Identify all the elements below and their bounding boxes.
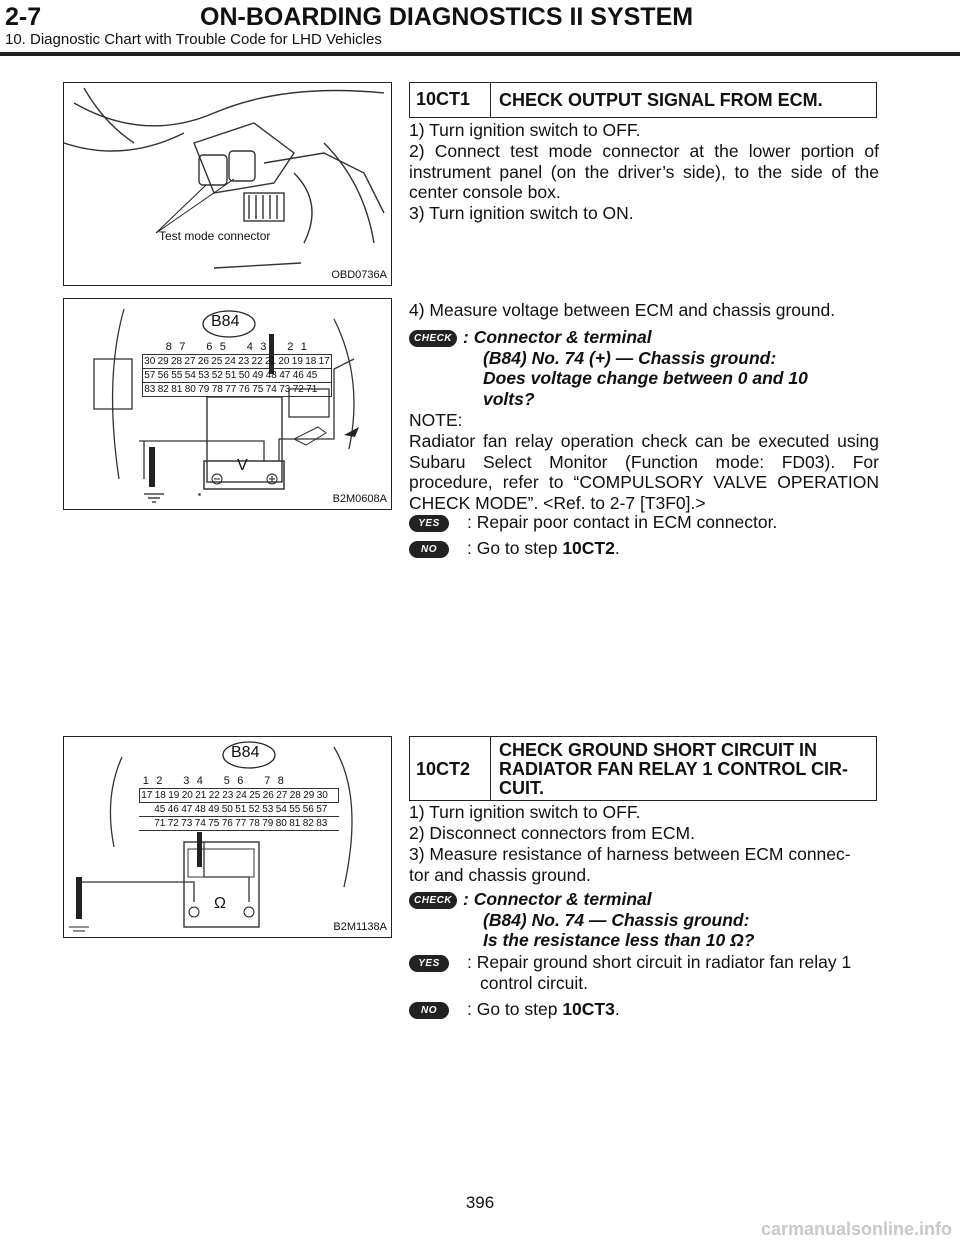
connector-pin: 73 <box>279 384 291 395</box>
check-criteria <box>463 889 883 951</box>
step1-line4: 4) Measure voltage between ECM and chassis ground. <box>409 300 836 320</box>
connector-pin: 72 <box>167 818 179 829</box>
connector-pin: 23 <box>238 356 250 367</box>
connector-pin: 81 <box>289 818 301 829</box>
check-icon: CHECK <box>409 892 457 909</box>
connector-pin: 30 <box>316 790 328 801</box>
step-title-line: RADIATOR FAN RELAY 1 CONTROL CIR- <box>499 759 849 779</box>
connector-pin: 72 <box>292 384 304 395</box>
next-step-link[interactable]: 10CT2 <box>562 538 615 558</box>
connector-pin: 82 <box>157 384 169 395</box>
no-answer-suffix: . <box>614 538 620 558</box>
pin-row-top <box>139 775 339 788</box>
connector-pin: 80 <box>184 384 196 395</box>
no-icon: NO <box>409 541 449 558</box>
figure-voltage-measurement <box>63 298 392 510</box>
connector-pin: 22 <box>251 356 263 367</box>
connector-pin: 81 <box>171 384 183 395</box>
connector-pin: 50 <box>221 804 233 815</box>
connector-pin: 26 <box>262 790 274 801</box>
figure-id: B2M1138A <box>333 921 387 933</box>
connector-pin: 71 <box>306 384 318 395</box>
connector-pin: 74 <box>194 818 206 829</box>
connector-pin <box>270 341 284 354</box>
connector-pin: 19 <box>291 356 303 367</box>
connector-label: B84 <box>211 313 240 330</box>
no-answer <box>467 999 887 1020</box>
connector-pin-grid <box>139 775 339 831</box>
pin-row-1 <box>142 354 332 369</box>
check-icon: CHECK <box>409 330 457 347</box>
step1-line2: 2) Connect test mode connector at the lower portion of instrument panel (on the driver’s side), to the side of the center console box. <box>409 141 879 202</box>
check-line: (B84) No. 74 — Chassis ground: <box>483 909 750 930</box>
connector-pin: 78 <box>211 384 223 395</box>
figure-test-mode-connector <box>63 82 392 286</box>
connector-pin: 1 <box>142 775 149 787</box>
connector-pin: 79 <box>262 818 274 829</box>
connector-pin: 17 <box>318 356 330 367</box>
connector-pin <box>230 341 244 354</box>
step-header-10ct2 <box>409 736 877 801</box>
header-rule <box>0 52 960 56</box>
pin-row-2 <box>142 369 332 382</box>
page-number: 396 <box>465 1193 495 1212</box>
connector-pin: 52 <box>248 804 260 815</box>
meter-symbol: V <box>237 457 248 474</box>
connector-pin: 29 <box>303 790 315 801</box>
check-criteria <box>463 327 883 409</box>
check-line: (B84) No. 74 (+) — Chassis ground: <box>483 347 777 368</box>
connector-pin: 78 <box>248 818 260 829</box>
connector-pin: 79 <box>198 384 210 395</box>
yes-icon: YES <box>409 955 449 972</box>
connector-pin: 4 <box>246 341 253 353</box>
connector-pin: 80 <box>275 818 287 829</box>
figure-id: B2M0608A <box>332 493 387 505</box>
connector-pin: 5 <box>223 775 230 787</box>
connector-pin: 53 <box>198 370 210 381</box>
connector-pin: 51 <box>225 370 237 381</box>
step1-line1: 1) Turn ignition switch to OFF. <box>409 120 641 140</box>
step-title-line: CUIT. <box>499 778 544 798</box>
connector-pin: 47 <box>181 804 193 815</box>
connector-pin: 6 <box>237 775 244 787</box>
connector-pin: 23 <box>222 790 234 801</box>
connector-pin: 76 <box>221 818 233 829</box>
no-icon: NO <box>409 1002 449 1019</box>
pin-row-3 <box>139 816 339 831</box>
connector-pin: 54 <box>275 804 287 815</box>
connector-pin: 47 <box>279 370 291 381</box>
figure-id: OBD0736A <box>331 269 387 281</box>
connector-pin: 20 <box>278 356 290 367</box>
connector-pin: 18 <box>305 356 317 367</box>
page-subtitle: 10. Diagnostic Chart with Trouble Code for LHD Vehicles <box>5 31 382 48</box>
connector-pin <box>189 341 203 354</box>
connector-pin: 28 <box>170 356 183 367</box>
connector-pin: 26 <box>197 356 209 367</box>
connector-pin: 2 <box>287 341 294 353</box>
connector-label: B84 <box>231 744 260 761</box>
check-line: volts? <box>483 388 535 409</box>
pin-row-2 <box>139 803 339 816</box>
connector-pin: 56 <box>302 804 314 815</box>
page-title: ON-BOARDING DIAGNOSTICS II SYSTEM <box>200 3 694 31</box>
pin-row-3 <box>142 382 332 397</box>
connector-pin: 73 <box>181 818 193 829</box>
connector-pin: 48 <box>265 370 277 381</box>
connector-pin: 1 <box>300 341 307 353</box>
check-line: : Connector & terminal <box>463 889 652 909</box>
connector-pin: 7 <box>179 341 186 353</box>
connector-pin: 45 <box>306 370 318 381</box>
yes-line: control circuit. <box>480 973 588 993</box>
section-number: 2-7 <box>5 3 42 31</box>
connector-pin: 46 <box>292 370 304 381</box>
watermark: carmanualsonline.info <box>760 1219 952 1239</box>
pin-row-1 <box>139 788 339 803</box>
check-line: Does voltage change between 0 and 10 <box>483 368 808 388</box>
connector-pin: 76 <box>238 384 250 395</box>
connector-pin: 5 <box>219 341 226 353</box>
step-header-10ct1 <box>409 82 877 118</box>
step-title <box>490 737 854 800</box>
connector-pin: 75 <box>208 818 220 829</box>
meter-symbol: Ω <box>214 895 226 912</box>
connector-pin: 52 <box>211 370 223 381</box>
connector-pin: 2 <box>156 775 163 787</box>
yes-icon: YES <box>409 515 449 532</box>
next-step-link[interactable]: 10CT3 <box>562 999 615 1019</box>
yes-answer <box>467 952 887 994</box>
connector-pin: 8 <box>165 341 172 353</box>
connector-pin: 55 <box>289 804 301 815</box>
step-code: 10CT1 <box>416 89 471 109</box>
connector-pin: 30 <box>144 356 156 367</box>
connector-pin: 28 <box>289 790 301 801</box>
check-line: : Connector & terminal <box>463 327 652 347</box>
figure-resistance-measurement <box>63 736 392 938</box>
connector-pin: 17 <box>141 790 153 801</box>
connector-pin: 22 <box>208 790 220 801</box>
connector-pin: 27 <box>184 356 196 367</box>
step2-line4: tor and chassis ground. <box>409 865 591 885</box>
connector-pin: 3 <box>260 341 267 353</box>
connector-pin: 57 <box>144 370 156 381</box>
connector-pin: 74 <box>265 384 277 395</box>
connector-pin: 83 <box>144 384 156 395</box>
no-answer-text: : Go to step <box>467 538 563 558</box>
ohmmeter-diagram <box>64 737 391 937</box>
connector-pin: 53 <box>262 804 274 815</box>
step2-line3: 3) Measure resistance of harness between ECM connec- <box>409 844 851 864</box>
step1-line3: 3) Turn ignition switch to ON. <box>409 203 634 223</box>
connector-pin: 55 <box>171 370 183 381</box>
connector-pin: 6 <box>206 341 213 353</box>
connector-pin: 56 <box>157 370 169 381</box>
no-answer <box>467 538 887 559</box>
connector-pin: 7 <box>264 775 271 787</box>
connector-pin: 25 <box>211 356 223 367</box>
connector-pin: 21 <box>264 356 277 367</box>
connector-pin: 83 <box>316 818 328 829</box>
connector-pin: 29 <box>157 356 169 367</box>
note-label: NOTE: <box>409 410 463 430</box>
step2-line1: 1) Turn ignition switch to OFF. <box>409 802 641 822</box>
connector-pin <box>247 775 261 788</box>
step-code: 10CT2 <box>416 759 471 779</box>
step-title: CHECK OUTPUT SIGNAL FROM ECM. <box>490 83 829 117</box>
connector-pin: 46 <box>167 804 179 815</box>
connector-pin: 77 <box>225 384 237 395</box>
connector-pin: 3 <box>183 775 190 787</box>
connector-pin: 45 <box>154 804 166 815</box>
connector-pin: 54 <box>184 370 196 381</box>
connector-pin: 27 <box>276 790 288 801</box>
connector-pin: 49 <box>252 370 264 381</box>
connector-pin: 25 <box>249 790 261 801</box>
connector-pin <box>207 775 221 788</box>
connector-pin: 49 <box>208 804 220 815</box>
connector-pin: 82 <box>302 818 314 829</box>
pin-row-top <box>142 341 332 354</box>
connector-pin: 77 <box>235 818 247 829</box>
connector-pin: 71 <box>154 818 166 829</box>
no-answer-suffix: . <box>614 999 620 1019</box>
connector-pin: 57 <box>316 804 328 815</box>
connector-pin: 50 <box>238 370 250 381</box>
connector-pin: 4 <box>196 775 203 787</box>
connector-pin: 18 <box>154 790 166 801</box>
no-answer-text: : Go to step <box>467 999 563 1019</box>
step2-line2: 2) Disconnect connectors from ECM. <box>409 823 695 843</box>
yes-answer: : Repair poor contact in ECM connector. <box>467 512 778 532</box>
connector-pin: 20 <box>181 790 193 801</box>
connector-pin: 19 <box>168 790 180 801</box>
yes-line: : Repair ground short circuit in radiator fan relay 1 <box>467 952 852 972</box>
connector-pin: 8 <box>277 775 284 787</box>
connector-pin: 21 <box>195 790 207 801</box>
connector-pin: 48 <box>194 804 206 815</box>
step-title-line: CHECK GROUND SHORT CIRCUIT IN <box>499 740 817 760</box>
figure-callout-label: Test mode connector <box>159 229 271 243</box>
connector-pin: 24 <box>235 790 247 801</box>
test-mode-connector-illustration <box>64 83 391 285</box>
connector-pin: 75 <box>252 384 264 395</box>
check-line: Is the resistance less than 10 Ω? <box>483 930 755 950</box>
connector-pin-grid <box>142 341 332 397</box>
connector-pin <box>166 775 180 788</box>
note-text: Radiator fan relay operation check can be executed using Subaru Select Monitor (Function mode: FD03). For procedure, refer to “COMPULSORY VALVE OPERATION CHECK MODE”. <Ref. to 2-7 [T3F0].> <box>409 431 879 513</box>
connector-pin: 51 <box>235 804 247 815</box>
connector-pin: 24 <box>224 356 236 367</box>
